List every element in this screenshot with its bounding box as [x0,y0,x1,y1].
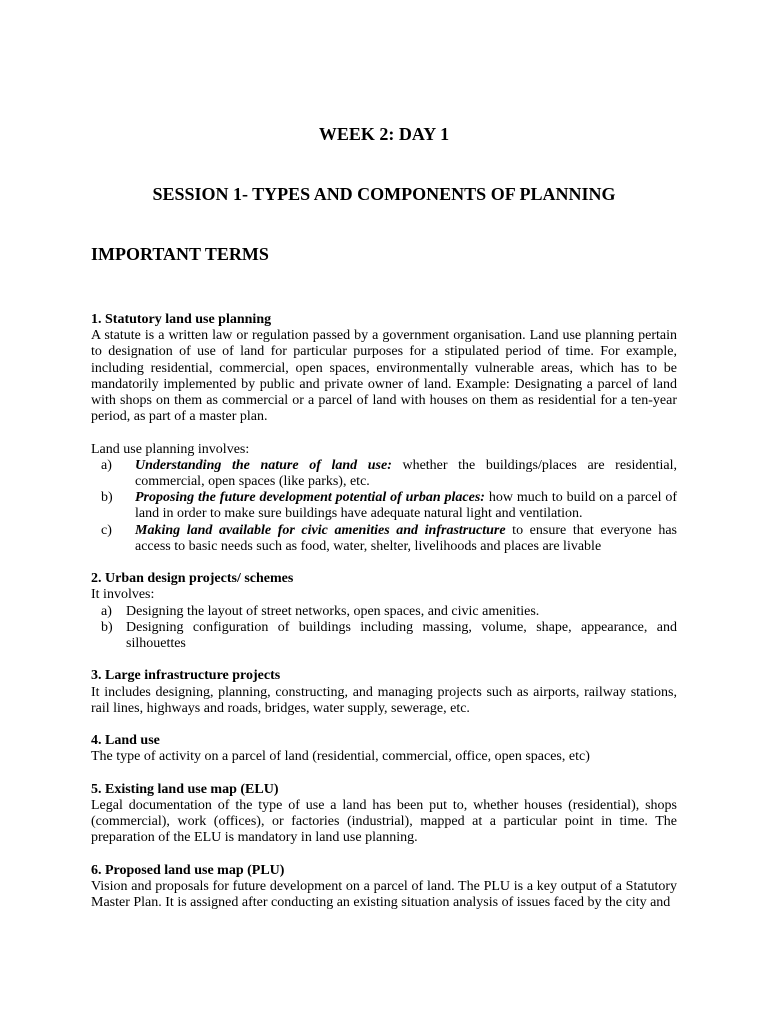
section-intro: It involves: [91,587,155,603]
list-item-text: how much to build on a parcel of land in order to make sure buildings have adequate natural light and ventilation. [135,490,678,522]
section-large-infrastructure-projects [91,668,677,717]
involves-list [91,458,677,555]
list-item-lead: Making land available for civic amenities and infrastructure [135,522,506,538]
list-item-text: Designing configuration of buildings including massing, volume, shape, appearance, and silhouettes [126,619,677,652]
section-statutory-land-use-planning [91,312,677,555]
list-item-text: Designing the layout of street networks, open spaces, and civic amenities. [126,603,540,619]
section-body: Vision and proposals for future development on a parcel of land. The PLU is a key output of a Statutory Master Plan. It is assigned after conducting an existing situation analysis of issues faced by the city and [91,879,677,911]
section-urban-design-projects [91,571,677,652]
session-title: SESSION 1- TYPES AND COMPONENTS OF PLANNING [152,184,616,204]
list-item-text: to ensure that everyone has access to basic needs such as food, water, shelter, livelihoods and places are livable [135,522,677,554]
terms-content [91,312,677,911]
list-item-lead: Understanding the nature of land use: [135,457,392,473]
section-title: 5. Existing land use map (ELU) [91,781,279,797]
list-item [91,458,677,490]
section-title: 6. Proposed land use map (PLU) [91,862,285,878]
section-body: It includes designing, planning, constructing, and managing projects such as airports, railway stations, rail lines, highways and roads, bridges, water supply, sewerage, etc. [91,684,677,716]
list-marker: b) [101,490,113,506]
section-land-use [91,733,677,765]
list-item-text: whether the buildings/places are residential, commercial, open spaces (like parks), etc. [135,457,677,490]
list-item [91,523,677,555]
section-proposed-land-use-map [91,863,677,912]
week-title: WEEK 2: DAY 1 [318,124,450,144]
list-item [91,490,677,522]
involves-list [91,604,677,653]
important-terms-heading: IMPORTANT TERMS [91,244,269,264]
list-marker: c) [101,522,112,538]
section-title: 1. Statutory land use planning [91,312,272,327]
list-item [91,620,677,652]
list-item [91,604,677,620]
section-body: A statute is a written law or regulation passed by a government organisation. Land use planning pertain to designation of use of land for particular purposes for a stipulated period of time. For example, including residential, commercial, open spaces, environmentally vulnerable areas, which has to be mandatorily implemented by public and private owner of land. Example: Designating a parcel of land with shops on them as commercial or a parcel of land with houses on them as residential for a ten-year period, as part of a master plan. [91,328,677,425]
list-marker: b) [101,619,113,635]
list-marker: a) [101,457,112,473]
list-item-lead: Proposing the future development potential of urban places: [135,490,485,506]
section-title: 2. Urban design projects/ schemes [91,571,294,587]
section-involves-intro: Land use planning involves: [91,441,250,457]
list-marker: a) [101,603,112,619]
section-body: The type of activity on a parcel of land (residential, commercial, office, open spaces, etc) [91,749,590,765]
section-title: 3. Large infrastructure projects [91,668,281,684]
section-existing-land-use-map [91,782,677,847]
section-body: Legal documentation of the type of use a land has been put to, whether houses (residential), shops (commercial), work (offices), or factories (industrial), mapped at a particular point in time. The preparation of the ELU is mandatory in land use planning. [91,798,677,846]
section-title: 4. Land use [91,733,160,749]
